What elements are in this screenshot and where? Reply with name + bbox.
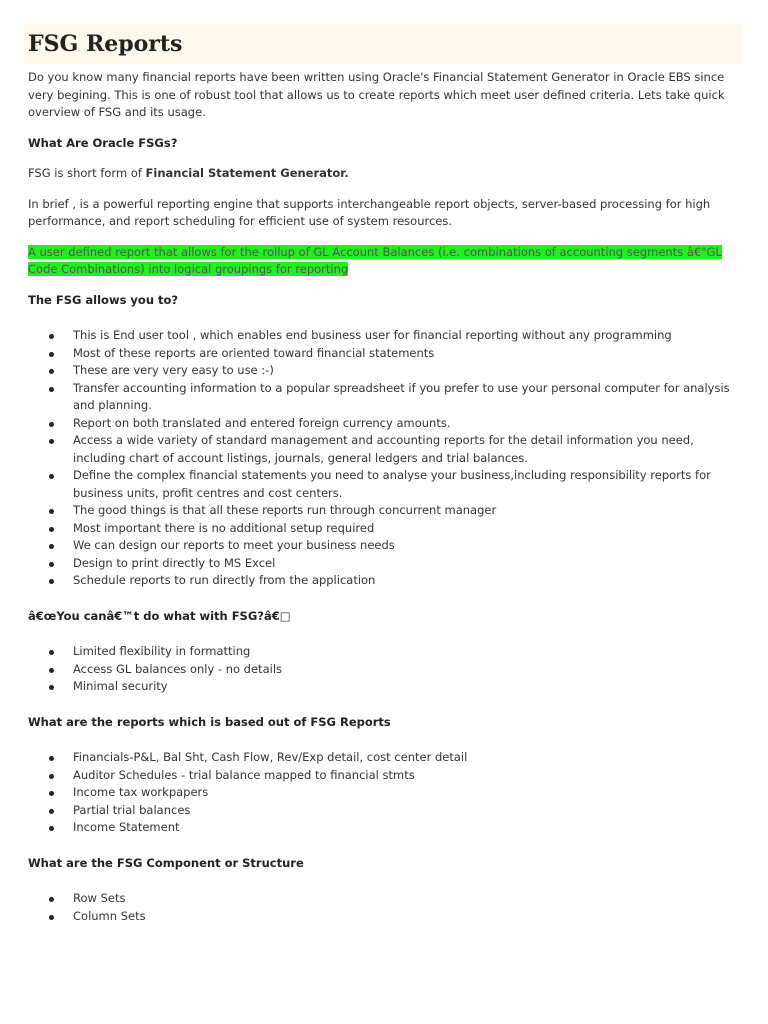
section-heading-cant-do: â€œYou canâ€™t do what with FSG?â€□ <box>28 608 291 623</box>
list-item: Access a wide variety of standard management and accounting reports for the detail information you need, including chart of account listings, journals, general ledgers and trial balances. <box>28 432 742 467</box>
intro-paragraph: Do you know many financial reports have been written using Oracle's Financial Statement Generator in Oracle EBS since very begining. This is one of robust tool that allows us to create reports which meet user defined criteria. Lets take quick overview of FSG and its usage. <box>28 70 725 119</box>
list-item: The good things is that all these reports run through concurrent manager <box>28 502 742 520</box>
list-item: Define the complex financial statements you need to analyse your business,including responsibility reports for business units, profit centres and cost centers. <box>28 467 742 502</box>
list-item: We can design our reports to meet your business needs <box>28 537 742 555</box>
list-item: Income Statement <box>28 819 742 837</box>
list-item: Design to print directly to MS Excel <box>28 555 742 573</box>
section-heading-what-are-fsgs: What Are Oracle FSGs? <box>28 135 178 150</box>
list-item: Transfer accounting information to a popular spreadsheet if you prefer to use your personal computer for analysis and planning. <box>28 380 742 415</box>
list-item: Report on both translated and entered foreign currency amounts. <box>28 415 742 433</box>
list-item: Most of these reports are oriented toward financial statements <box>28 345 742 363</box>
page-title: FSG Reports <box>28 31 183 57</box>
list-item: Auditor Schedules - trial balance mapped to financial stmts <box>28 767 742 785</box>
section-heading-fsg-allows: The FSG allows you to? <box>28 292 179 307</box>
highlighted-text: A user defined report that allows for the rollup of GL Account Balances (i.e. combinations of accounting segments â€"GL Code Combinations) into logical groupings for reporting <box>28 244 722 276</box>
section-heading-reports-based: What are the reports which is based out of FSG Reports <box>28 714 391 729</box>
list-item: This is End user tool , which enables end business user for financial reporting without any programming <box>28 327 742 345</box>
reports-based-list <box>28 749 742 837</box>
list-item: These are very very easy to use :-) <box>28 362 742 380</box>
components-list <box>28 890 742 925</box>
list-item: Financials-P&L, Bal Sht, Cash Flow, Rev/Exp detail, cost center detail <box>28 749 742 767</box>
highlight-paragraph <box>28 244 742 279</box>
list-item: Schedule reports to run directly from the application <box>28 572 742 590</box>
section-heading-components: What are the FSG Component or Structure <box>28 855 304 870</box>
list-item: Partial trial balances <box>28 802 742 820</box>
list-item: Income tax workpapers <box>28 784 742 802</box>
article <box>28 24 742 925</box>
list-item: Row Sets <box>28 890 742 908</box>
list-item: Column Sets <box>28 908 742 926</box>
list-item: Minimal security <box>28 678 742 696</box>
short-form-paragraph <box>28 165 742 183</box>
cant-do-list <box>28 643 742 696</box>
short-form-prefix: FSG is short form of <box>28 166 146 180</box>
title-bar <box>24 24 742 64</box>
list-item: Limited flexibility in formatting <box>28 643 742 661</box>
short-form-bold: Financial Statement Generator. <box>145 166 349 180</box>
list-item: Most important there is no additional setup required <box>28 520 742 538</box>
list-item: Access GL balances only - no details <box>28 661 742 679</box>
fsg-allows-list <box>28 327 742 590</box>
brief-paragraph: In brief , is a powerful reporting engine that supports interchangeable report objects, server-based processing for high performance, and report scheduling for efficient use of system resources. <box>28 196 711 228</box>
